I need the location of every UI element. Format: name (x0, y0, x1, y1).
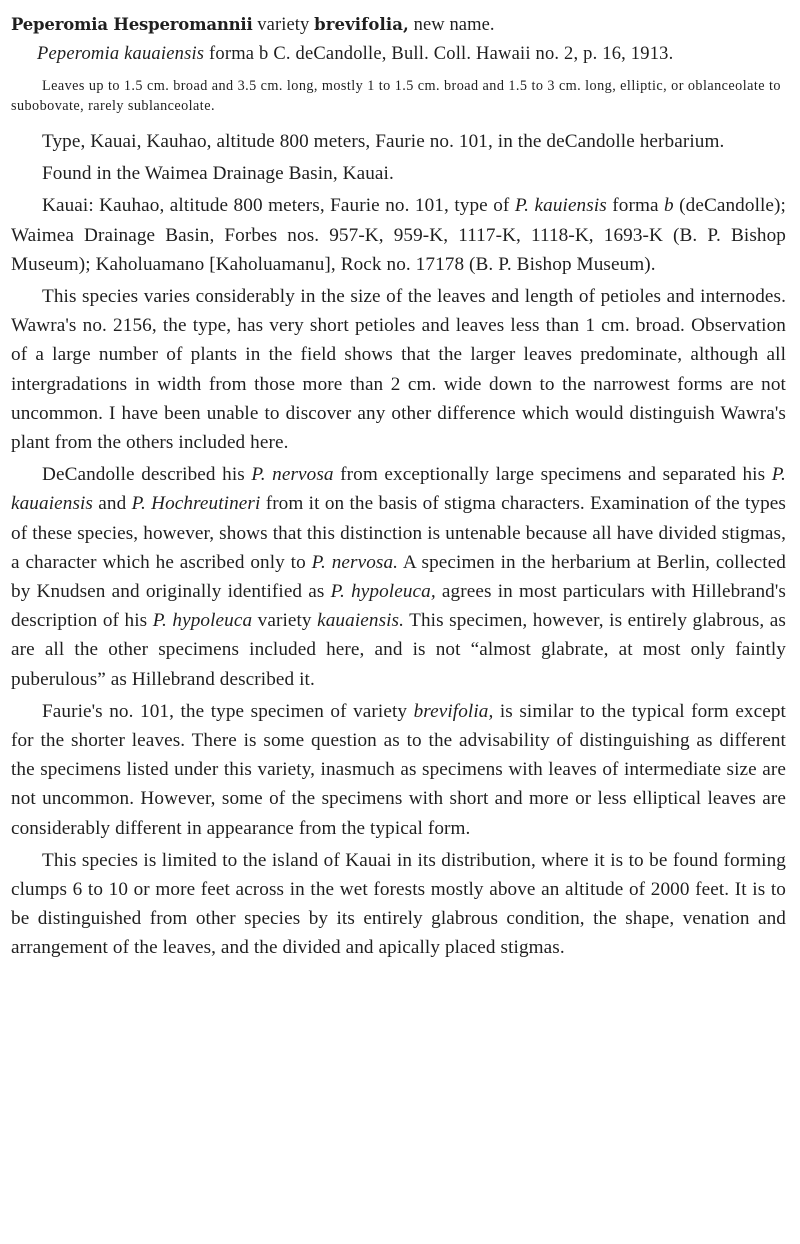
faurie-text-1: Faurie's no. 101, the type specimen of variety (42, 700, 408, 722)
specimens-text-3: (deCandolle); Waimea Drainage Basin, Forbes nos. 957-K, 959-K, 1117-K, 1118-K, 1693-K (B. P. Bishop Museum); Kaholuamano [Kaholuamanu], Rock no. 17178 (B. P. Bishop Museum). (11, 195, 786, 275)
decandolle-text-5: A specimen in the herbarium at Berlin, collected by Knudsen and originally identified as (11, 551, 787, 603)
taxon-name: Peperomia Hesperomannii (11, 15, 253, 34)
taxon-heading (11, 12, 786, 38)
decandolle-text-7: variety (257, 610, 312, 632)
decandolle-italic-6: P. hypoleuca (152, 610, 253, 632)
specimens-text-1: Kauai: Kauhao, altitude 800 meters, Faurie no. 101, type of (42, 195, 510, 217)
decandolle-italic-7: kauaiensis. (317, 610, 405, 632)
type-paragraph: Type, Kauai, Kauhao, altitude 800 meters, Faurie no. 101, in the deCandolle herbarium. (42, 131, 725, 152)
faurie-italic-1: brevifolia, (413, 700, 494, 722)
faurie-paragraph (11, 697, 786, 843)
specimens-italic-2: b (664, 195, 674, 217)
synonym-name: Peperomia kauaiensis (37, 44, 205, 64)
variety-name: brevifolia, (314, 15, 409, 34)
decandolle-italic-4: P. nervosa. (311, 551, 399, 573)
name-status: new name. (413, 15, 495, 35)
specimens-italic-1: P. kauiensis (514, 195, 607, 217)
distribution-paragraph: This species is limited to the island of Kauai in its distribution, where it is to be found forming clumps 6 to 10 or more feet across in the wet forests mostly above an altitude of 2000 feet. It is to be distinguished from other species by its entirely glabrous condition, the shape, venation and arrangement of the leaves, and the divided and apically placed stigmas. (11, 849, 786, 959)
decandolle-italic-2: P. kauaiensis (11, 464, 786, 515)
faurie-text-2: is similar to the typical form except for the shorter leaves. There is some question as to the advisability of distinguishing as different the specimens listed under this variety, inasmuch as specimens with leaves of intermediate size are not uncommon. However, some of the specimens with short and more or less elliptical leaves are considerably different in appearance from the typical form. (11, 700, 786, 839)
decandolle-italic-5: P. hypoleuca, (330, 581, 436, 603)
variety-word: variety (257, 15, 310, 35)
specimens-paragraph (11, 191, 786, 279)
decandolle-text-1: DeCandolle described his (42, 464, 245, 486)
specimens-text-2: forma (612, 195, 659, 217)
decandolle-italic-3: P. Hochreutineri (131, 493, 261, 515)
decandolle-italic-1: P. nervosa (251, 464, 334, 486)
leaf-diagnosis: Leaves up to 1.5 cm. broad and 3.5 cm. long, mostly 1 to 1.5 cm. broad and 1.5 to 3 cm. long, elliptic, or oblanceolate to subobovate, rarely sublanceolate. (11, 78, 781, 114)
decandolle-paragraph (11, 460, 786, 694)
synonym-citation (11, 41, 786, 68)
decandolle-text-2: from exceptionally large specimens and separated his (340, 464, 766, 486)
decandolle-text-8: This specimen, however, is entirely glabrous, as are all the other specimens included here, and is not “almost glabrate, at most only faintly puberulous” as Hillebrand described it. (11, 610, 786, 690)
decandolle-text-3: and (98, 493, 127, 515)
decandolle-text-6: agrees in most particulars with Hillebrand's description of his (11, 581, 786, 632)
found-paragraph: Found in the Waimea Drainage Basin, Kauai. (42, 163, 394, 185)
variation-paragraph: This species varies considerably in the size of the leaves and length of petioles and internodes. Wawra's no. 2156, the type, has very short petioles and leaves less than 1 cm. broad. Observation of a large number of plants in the field shows that the larger leaves predominate, although all intergradations in width from those more than 2 cm. wide down to the narrowest forms are not uncommon. I have been unable to discover any other difference which would distinguish Wawra's plant from the others included here. (11, 286, 786, 454)
decandolle-text-4: from it on the basis of stigma characters. Examination of the types of these species, however, shows that this distinction is untenable because all have divided stigmas, a character which he ascribed only to (11, 493, 786, 573)
synonym-reference: forma b C. deCandolle, Bull. Coll. Hawaii no. 2, p. 16, 1913. (209, 44, 674, 64)
